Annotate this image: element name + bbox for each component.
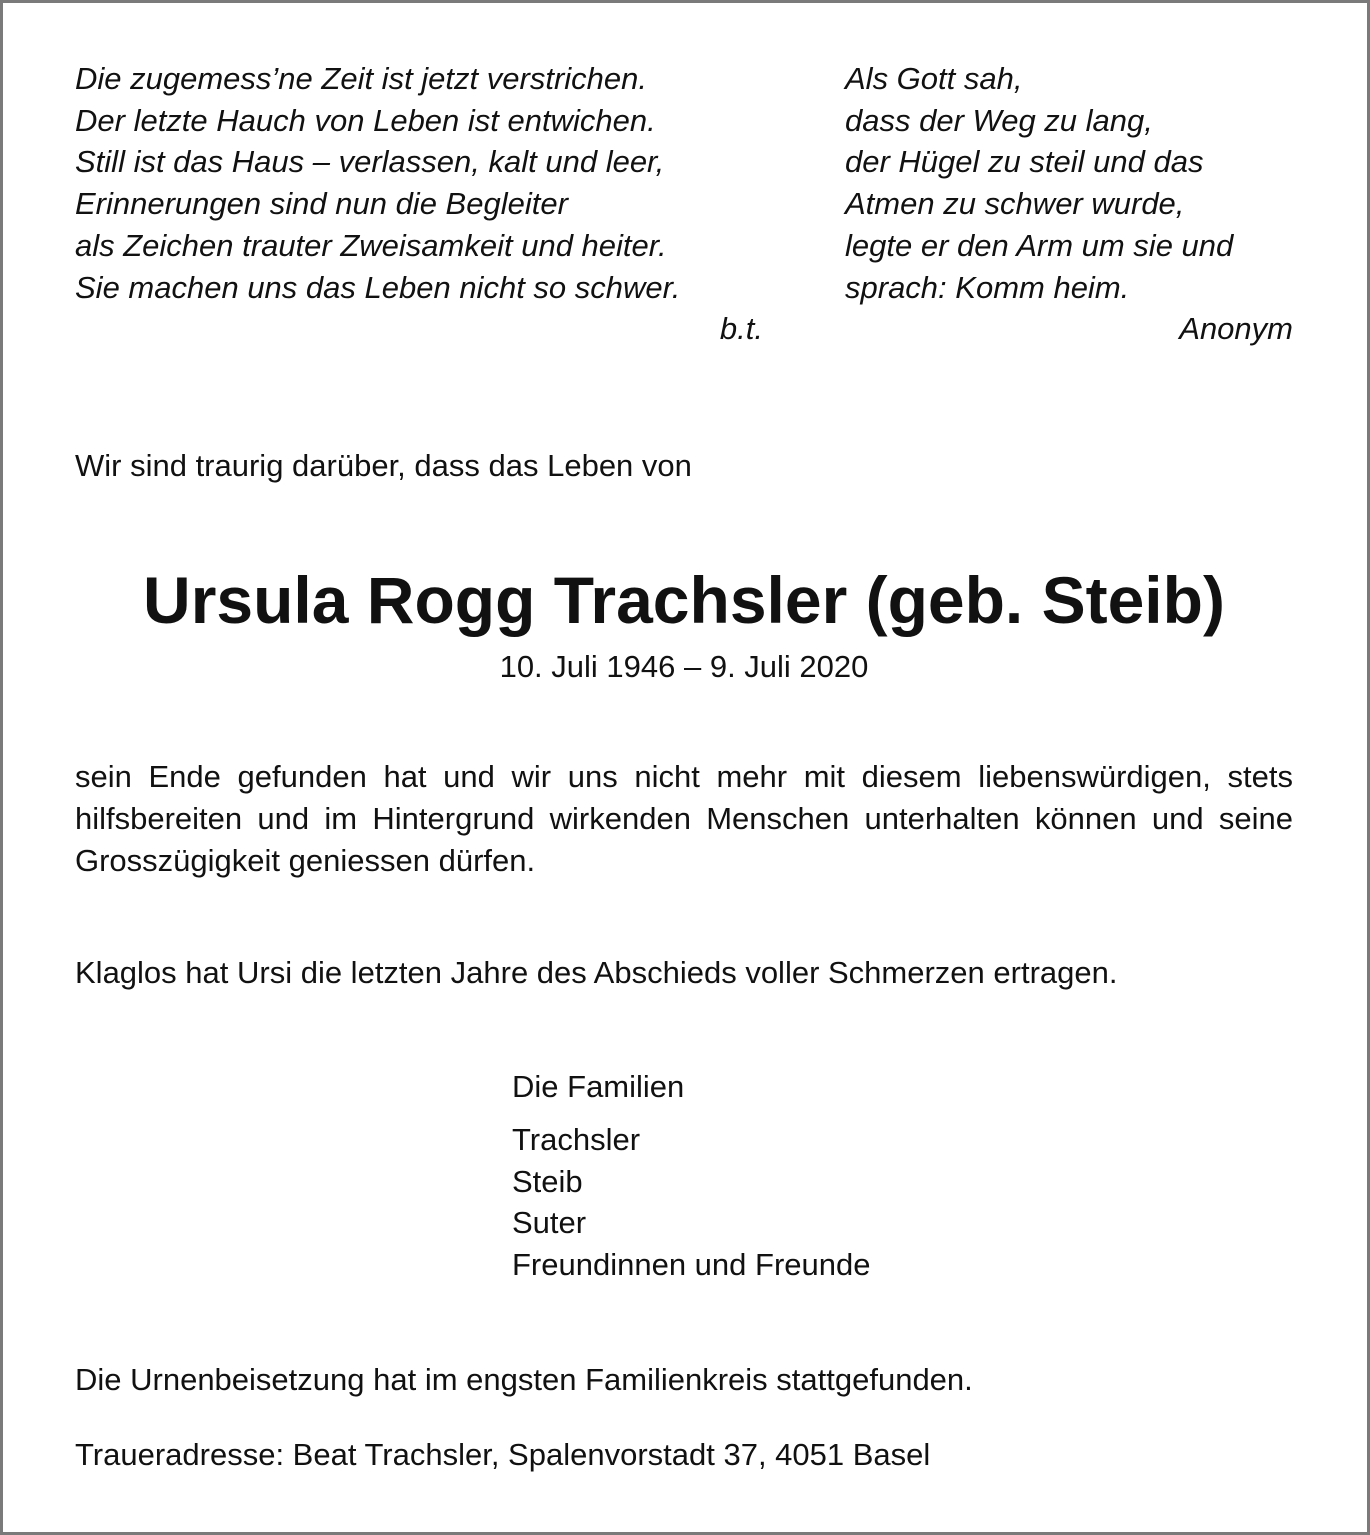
poem-line: Sie machen uns das Leben nicht so schwer. [75,269,681,305]
poem-line: Erinnerungen sind nun die Begleiter [75,186,568,222]
poem-line: dass der Weg zu lang, [845,102,1153,138]
poem-line: legte er den Arm um sie und [845,227,1234,263]
poem-line: sprach: Komm heim. [845,269,1130,305]
intro-text: Wir sind traurig darüber, dass das Leben von [75,448,692,483]
burial-text: Die Urnenbeisetzung hat im engsten Familienkreis stattgefunden. [75,1362,973,1397]
poem-line: Atmen zu schwer wurde, [845,186,1185,222]
mourning-address: Traueradresse: Beat Trachsler, Spalenvorstadt 37, 4051 Basel [75,1437,931,1472]
poem-author: Anonym [1179,311,1293,347]
family-name: Steib [512,1163,583,1199]
poem-line: als Zeichen trauter Zweisamkeit und heiter. [75,227,667,263]
families-list [512,1119,870,1286]
deceased-name: Ursula Rogg Trachsler (geb. Steib) [143,563,1225,637]
poem-line: Still ist das Haus – verlassen, kalt und leer, [75,144,665,180]
families-heading: Die Familien [512,1069,685,1104]
poem-line: Der letzte Hauch von Leben ist entwichen. [75,102,656,138]
poem-line: der Hügel zu steil und das [845,144,1204,180]
family-name: Suter [512,1205,587,1241]
poem-author: b.t. [719,311,763,347]
family-name: Trachsler [512,1122,641,1157]
poem-right [845,58,1293,350]
poem-left [75,58,763,350]
poem-line: Die zugemess’ne Zeit ist jetzt verstrichen. [75,61,647,96]
klaglos-text: Klaglos hat Ursi die letzten Jahre des Abschieds voller Schmerzen ertragen. [75,955,1118,990]
poem-line: Als Gott sah, [845,61,1023,96]
life-dates: 10. Juli 1946 – 9. Juli 2020 [499,649,869,684]
family-name: Freundinnen und Freunde [512,1247,871,1283]
main-paragraph: sein Ende gefunden hat und wir uns nicht mehr mit diesem liebenswürdigen, stets hilfsbereiten und im Hintergrund wirkenden Menschen unterhalten können und seine Grosszügigkeit geniessen dürfen. [75,759,1293,878]
